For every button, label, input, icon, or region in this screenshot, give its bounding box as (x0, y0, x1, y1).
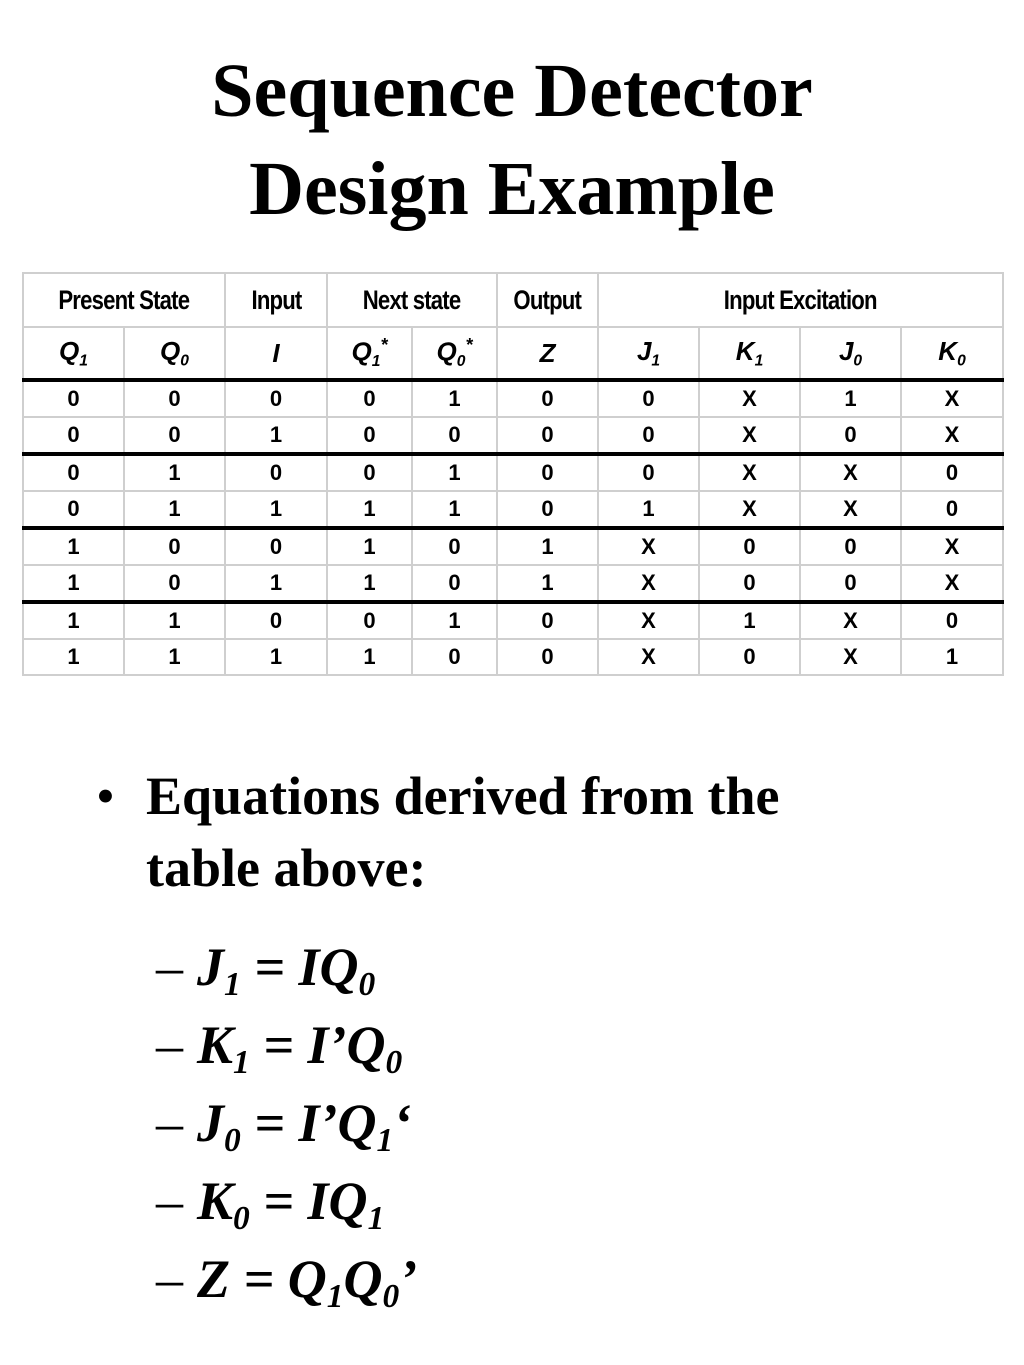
table-cell: 0 (124, 417, 225, 454)
table-cell: X (598, 528, 699, 565)
table-cell: 0 (497, 491, 598, 528)
table-cell: 1 (327, 528, 412, 565)
column-header-subscript: 1 (371, 353, 381, 371)
table-cell: 0 (23, 417, 124, 454)
table-cell: 0 (800, 528, 901, 565)
table-row (23, 491, 1003, 528)
state-table (22, 272, 1004, 676)
table-cell: 1 (901, 639, 1003, 675)
title-line-2: Design Example (249, 147, 775, 231)
table-row (23, 380, 1003, 417)
column-header (412, 327, 497, 380)
equation-lhs: K (197, 1015, 234, 1075)
table-cell: X (699, 454, 800, 491)
table-cell: 1 (327, 491, 412, 528)
equation-equals: = (249, 1015, 308, 1075)
equation-dash: – (156, 1015, 183, 1075)
column-header (800, 327, 901, 380)
table-row (23, 417, 1003, 454)
equation-lhs: J (197, 937, 224, 997)
table-cell: X (901, 417, 1003, 454)
table-cell: 0 (412, 565, 497, 602)
table-cell: 0 (124, 528, 225, 565)
column-header-symbol: Q (436, 336, 457, 367)
table-cell: X (598, 565, 699, 602)
table-cell: X (901, 380, 1003, 417)
column-header (23, 327, 124, 380)
equation-dash: – (156, 937, 183, 997)
table-cell: 1 (225, 417, 327, 454)
table-cell: 1 (412, 491, 497, 528)
table-cell: 1 (225, 565, 327, 602)
header-input: Input (225, 273, 327, 327)
table-cell: 0 (699, 528, 800, 565)
table-cell: X (699, 380, 800, 417)
table-cell: 0 (225, 380, 327, 417)
table-cell: 0 (901, 602, 1003, 639)
equation-rhs-term: ’ (399, 1249, 418, 1309)
table-row (23, 454, 1003, 491)
header-input-excitation: Input Excitation (598, 273, 1003, 327)
header-next-state: Next state (327, 273, 497, 327)
table-cell: 0 (124, 380, 225, 417)
slide-title (0, 42, 1024, 238)
table-cell: X (598, 602, 699, 639)
column-header-symbol: J (838, 335, 854, 366)
group-header-row (23, 273, 1003, 327)
table-row (23, 639, 1003, 675)
equation-dash: – (156, 1171, 183, 1231)
title-line-1: Sequence Detector (211, 49, 813, 133)
equation-lhs-subscript: 0 (224, 1122, 241, 1160)
equation (156, 1006, 996, 1084)
table-cell: 0 (598, 454, 699, 491)
column-header-symbol: K (735, 335, 755, 366)
table-cell: 0 (327, 602, 412, 639)
equation (156, 1162, 996, 1240)
column-header (497, 327, 598, 380)
table-cell: 1 (225, 639, 327, 675)
table-cell: 1 (124, 639, 225, 675)
table-cell: 0 (327, 454, 412, 491)
column-header (901, 327, 1003, 380)
table-cell: 1 (327, 639, 412, 675)
column-header (699, 327, 800, 380)
equation-lhs-subscript: 1 (233, 1044, 250, 1082)
table-cell: 0 (699, 639, 800, 675)
column-header-superscript: * (465, 334, 473, 355)
table-cell: 0 (225, 454, 327, 491)
equation-rhs-subscript: 1 (367, 1200, 385, 1238)
table-cell: 1 (23, 602, 124, 639)
table-cell: 0 (497, 454, 598, 491)
table-cell: 1 (23, 565, 124, 602)
table-cell: 0 (327, 380, 412, 417)
equation-rhs-term: I’Q (298, 1093, 377, 1153)
table-cell: X (699, 417, 800, 454)
column-header-symbol: Q (160, 335, 181, 366)
table-cell: 1 (124, 454, 225, 491)
table-cell: X (699, 491, 800, 528)
table-cell: 1 (225, 491, 327, 528)
table-row (23, 602, 1003, 639)
table-cell: 0 (497, 639, 598, 675)
column-header-symbol: J (636, 335, 652, 366)
table-cell: 1 (699, 602, 800, 639)
table-cell: X (800, 602, 901, 639)
equation-rhs-term: IQ (307, 1171, 368, 1231)
table-cell: 0 (23, 491, 124, 528)
table-cell: 0 (497, 380, 598, 417)
equation-rhs-subscript: 0 (382, 1278, 400, 1316)
header-present-state: Present State (23, 273, 225, 327)
table-cell: 1 (800, 380, 901, 417)
table-cell: 1 (497, 528, 598, 565)
equation-rhs-term: ‘ (393, 1093, 412, 1153)
table-cell: 0 (124, 565, 225, 602)
column-header-subscript: 1 (754, 352, 764, 370)
table-body (23, 380, 1003, 675)
table-cell: 1 (412, 602, 497, 639)
column-header-symbol: Q (351, 336, 372, 367)
table-cell: 0 (497, 602, 598, 639)
table-cell: 0 (327, 417, 412, 454)
table-cell: 0 (412, 417, 497, 454)
table-cell: X (800, 639, 901, 675)
column-header-subscript: 1 (651, 352, 661, 370)
equation-equals: = (249, 1171, 308, 1231)
table-cell: 1 (598, 491, 699, 528)
equation-equals: = (230, 1249, 288, 1309)
equation-rhs-subscript: 0 (358, 966, 376, 1004)
column-header-subscript: 0 (957, 352, 966, 370)
bullet-item (96, 760, 996, 904)
table-cell: 1 (124, 491, 225, 528)
table-cell: 0 (598, 417, 699, 454)
equation (156, 1240, 996, 1318)
column-header (225, 327, 327, 380)
table-cell: 1 (497, 565, 598, 602)
bullet-marker: • (96, 766, 115, 826)
table-cell: 0 (412, 639, 497, 675)
table-cell: 0 (901, 491, 1003, 528)
equation-dash: – (156, 1093, 183, 1153)
table-cell: 1 (23, 528, 124, 565)
table-cell: 1 (124, 602, 225, 639)
equation-dash: – (156, 1249, 183, 1309)
equation-rhs-term: I’Q (307, 1015, 386, 1075)
table-row (23, 528, 1003, 565)
table-cell: X (901, 528, 1003, 565)
table-cell: 0 (225, 528, 327, 565)
table-cell: 0 (412, 528, 497, 565)
column-header-subscript: 0 (456, 353, 466, 371)
table-cell: 0 (23, 454, 124, 491)
column-header-subscript: 0 (180, 352, 189, 370)
equation-rhs-term: Q (343, 1249, 383, 1309)
table-cell: X (598, 639, 699, 675)
column-header-superscript: * (380, 334, 388, 355)
table-cell: 0 (23, 380, 124, 417)
equation-list (96, 928, 996, 1318)
equation-lhs: Z (197, 1249, 230, 1309)
equation-lhs: K (197, 1171, 234, 1231)
equation (156, 928, 996, 1006)
table-cell: 0 (901, 454, 1003, 491)
table-cell: X (901, 565, 1003, 602)
table-cell: 0 (699, 565, 800, 602)
equation-rhs-term: IQ (298, 937, 359, 997)
equation-rhs-subscript: 1 (326, 1278, 344, 1316)
table-cell: 0 (800, 417, 901, 454)
column-header (327, 327, 412, 380)
equation-rhs-term: Q (287, 1249, 327, 1309)
equation-lhs-subscript: 0 (233, 1200, 250, 1238)
table-cell: X (800, 454, 901, 491)
table-cell: 0 (800, 565, 901, 602)
table-row (23, 565, 1003, 602)
equations-section (96, 760, 996, 1318)
equation-rhs-subscript: 0 (385, 1044, 403, 1082)
table-cell: 1 (327, 565, 412, 602)
column-header-row (23, 327, 1003, 380)
bullet-line-1: Equations derived from the (146, 766, 780, 826)
column-header-symbol: Q (59, 335, 80, 366)
table-cell: 1 (23, 639, 124, 675)
equation-equals: = (240, 1093, 299, 1153)
column-header (598, 327, 699, 380)
table-cell: 0 (225, 602, 327, 639)
table-cell: 1 (412, 380, 497, 417)
equation-rhs-subscript: 1 (376, 1122, 394, 1160)
column-header-symbol: K (938, 335, 958, 366)
header-output: Output (497, 273, 598, 327)
table-cell: X (800, 491, 901, 528)
equation-equals: = (240, 937, 299, 997)
column-header-symbol: I (272, 337, 280, 368)
column-header-subscript: 1 (79, 352, 88, 370)
equation-lhs-subscript: 1 (224, 966, 241, 1004)
table-cell: 0 (598, 380, 699, 417)
equation (156, 1084, 996, 1162)
column-header-subscript: 0 (853, 352, 863, 370)
column-header (124, 327, 225, 380)
bullet-line-2: table above: (146, 838, 427, 898)
column-header-symbol: Z (539, 337, 556, 368)
equation-lhs: J (197, 1093, 224, 1153)
table-cell: 1 (412, 454, 497, 491)
table-cell: 0 (497, 417, 598, 454)
